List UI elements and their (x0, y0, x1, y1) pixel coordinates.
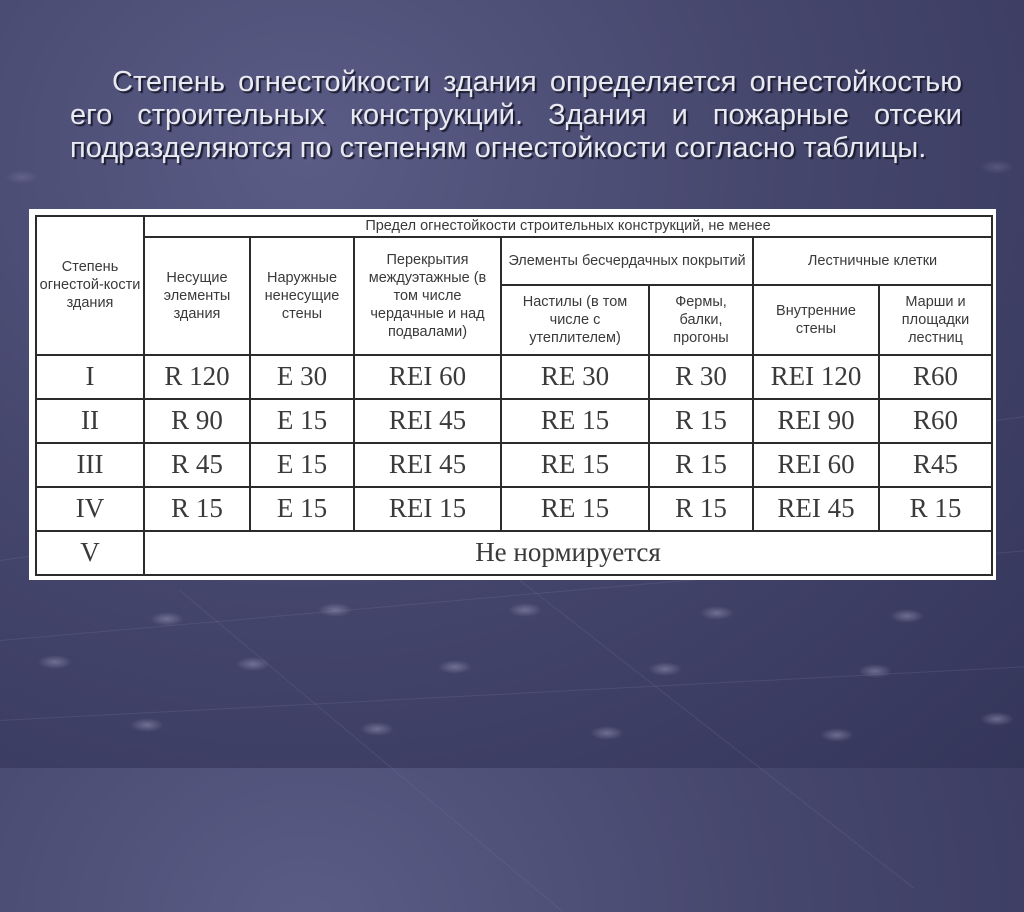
table-cell: E 15 (250, 443, 354, 487)
table-cell: RE 15 (501, 443, 649, 487)
not-regulated-cell: Не нормируется (144, 531, 992, 575)
table-cell: R 15 (649, 487, 753, 531)
table-cell: REI 45 (354, 443, 501, 487)
table-cell: REI 60 (753, 443, 879, 487)
table-cell: E 15 (250, 399, 354, 443)
header-roof-elements: Элементы бесчердачных покрытий (501, 237, 753, 285)
table-cell: RE 15 (501, 487, 649, 531)
degree-cell: V (36, 531, 144, 575)
table-cell: R45 (879, 443, 992, 487)
degree-cell: IV (36, 487, 144, 531)
table-row (36, 399, 992, 443)
table-cell: R 45 (144, 443, 250, 487)
table-cell: REI 45 (354, 399, 501, 443)
table-cell: REI 60 (354, 355, 501, 399)
table-row (36, 487, 992, 531)
table-cell: REI 45 (753, 487, 879, 531)
header-inner-walls: Внутренние стены (753, 285, 879, 354)
table-row (36, 443, 992, 487)
header-stairwells: Лестничные клетки (753, 237, 992, 285)
header-decking: Настилы (в том числе с утеплителем) (501, 285, 649, 354)
table-cell: R 15 (649, 399, 753, 443)
table-cell: REI 15 (354, 487, 501, 531)
fire-resistance-table-frame (29, 209, 996, 580)
header-floors: Перекрытия междуэтажные (в том числе чердачные и над подвалами) (354, 237, 501, 355)
table-cell: R 15 (879, 487, 992, 531)
header-exterior-walls: Наружные ненесущие стены (250, 237, 354, 355)
table-cell: R60 (879, 355, 992, 399)
table-cell: R 15 (649, 443, 753, 487)
header-bearing-elements: Несущие элементы здания (144, 237, 250, 355)
table-cell: R 15 (144, 487, 250, 531)
header-degree: Степень огнестой-кости здания (36, 216, 144, 355)
table-row (36, 531, 992, 575)
table-cell: R 30 (649, 355, 753, 399)
table-cell: RE 30 (501, 355, 649, 399)
fire-resistance-table (35, 215, 993, 576)
table-cell: REI 120 (753, 355, 879, 399)
header-resistance-limit: Предел огнестойкости строительных конструкций, не менее (144, 216, 992, 237)
table-cell: E 30 (250, 355, 354, 399)
table-cell: RE 15 (501, 399, 649, 443)
table-cell: R 120 (144, 355, 250, 399)
header-stair-flights: Марши и площадки лестниц (879, 285, 992, 354)
table-cell: R 90 (144, 399, 250, 443)
table-cell: R60 (879, 399, 992, 443)
header-trusses: Фермы, балки, прогоны (649, 285, 753, 354)
table-cell: E 15 (250, 487, 354, 531)
intro-paragraph: Степень огнестойкости здания определяется огнестойкостью его строительных конструкций. Здания и пожарные отсеки подразделяются по степеням огнестойкости согласно таблицы. (70, 66, 962, 164)
degree-cell: III (36, 443, 144, 487)
table-cell: REI 90 (753, 399, 879, 443)
degree-cell: I (36, 355, 144, 399)
table-row (36, 355, 992, 399)
degree-cell: II (36, 399, 144, 443)
